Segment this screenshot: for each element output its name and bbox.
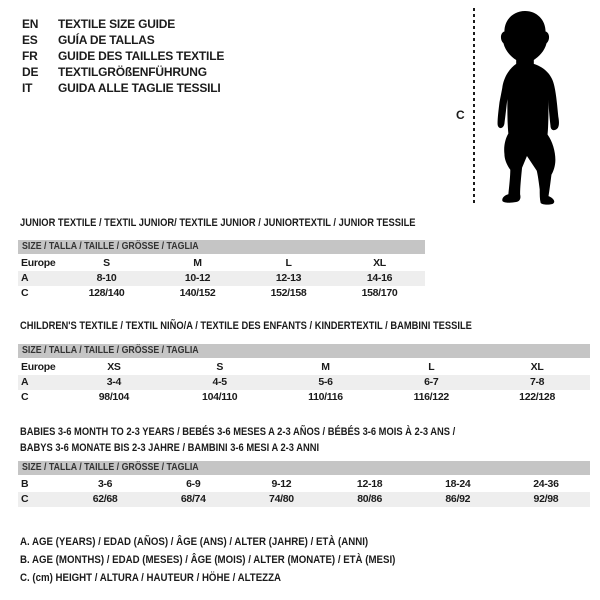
language-code: EN (22, 17, 39, 31)
size-cell: 3-4 (106, 376, 122, 388)
section-title-text: CHILDREN'S TEXTILE / TEXTIL NIÑO/A / TEXTILE DES ENFANTS / KINDERTEXTIL / BAMBINI TESSILE (20, 320, 472, 332)
size-cell: 110/116 (308, 391, 343, 403)
legend-text: B. AGE (MONTHS) / EDAD (MESES) / ÂGE (MOIS) / ALTER (MONATE) / ETÀ (MESI) (20, 554, 396, 566)
size-cell: 7-8 (529, 376, 545, 388)
toddler-silhouette-icon (480, 9, 570, 205)
size-cell: S (216, 361, 224, 373)
section-title-text: BABIES 3-6 MONTH TO 2-3 YEARS / BEBÉS 3-6 MESES A 2-3 AÑOS / BÉBÉS 3-6 MOIS À 2-3 ANS / (20, 426, 456, 438)
legend-block (20, 533, 447, 587)
size-cell: XS (107, 361, 121, 373)
table-row (18, 271, 425, 286)
size-cell: 5-6 (318, 376, 333, 388)
height-marker-label: C (456, 108, 465, 122)
size-cell: 3-6 (97, 478, 113, 490)
table-row (18, 256, 425, 271)
language-line (22, 80, 224, 96)
legend-line (20, 569, 447, 587)
junior-table-rows (18, 256, 425, 301)
row-label: C (21, 493, 29, 505)
babies-size-table (18, 461, 590, 507)
language-label: GUÍA DE TALLAS (58, 33, 155, 47)
language-code: FR (22, 49, 38, 63)
section-title-text: JUNIOR TEXTILE / TEXTIL JUNIOR/ TEXTILE JUNIOR / JUNIORTEXTIL / JUNIOR TESSILE (20, 217, 416, 229)
section-title-babies (20, 424, 532, 456)
size-cell: 74/80 (269, 493, 294, 505)
size-cell: 10-12 (184, 272, 211, 284)
size-cell: 14-16 (366, 272, 393, 284)
legend-text: A. AGE (YEARS) / EDAD (AÑOS) / ÂGE (ANS) / ALTER (JAHRE) / ETÀ (ANNI) (20, 536, 369, 548)
row-label: Europe (21, 361, 56, 373)
section-title-junior (20, 216, 485, 231)
height-dotted-line (473, 8, 475, 206)
legend-line (20, 533, 447, 551)
size-cell: XL (530, 361, 544, 373)
row-label: A (21, 376, 29, 388)
size-cell: 152/158 (270, 287, 307, 299)
size-cell: M (193, 257, 202, 269)
language-line (22, 64, 224, 80)
table-row (18, 360, 590, 375)
size-cell: 92/98 (533, 493, 559, 505)
size-cell: 6-7 (424, 376, 439, 388)
language-label: GUIDA ALLE TAGLIE TESSILI (58, 81, 221, 95)
size-cell: 128/140 (88, 287, 125, 299)
babies-table-rows (18, 477, 590, 507)
size-cell: 18-24 (445, 478, 471, 490)
table-row (18, 286, 425, 301)
size-cell: 4-5 (212, 376, 227, 388)
table-row (18, 375, 590, 390)
size-header-label: SIZE / TALLA / TAILLE / GRÖSSE / TAGLIA (22, 462, 199, 473)
size-header-label: SIZE / TALLA / TAILLE / GRÖSSE / TAGLIA (22, 345, 199, 356)
size-cell: 62/68 (92, 493, 118, 505)
size-header-bar (18, 240, 425, 254)
size-cell: 24-36 (533, 478, 559, 490)
size-cell: 104/110 (202, 391, 238, 403)
language-code: ES (22, 33, 38, 47)
size-cell: XL (373, 257, 386, 269)
size-cell: 80/86 (357, 493, 382, 505)
children-size-table (18, 344, 590, 405)
table-row (18, 477, 590, 492)
size-cell: 68/74 (180, 493, 206, 505)
size-cell: S (103, 257, 110, 269)
size-cell: 6-9 (186, 478, 201, 490)
children-table-rows (18, 360, 590, 405)
size-cell: 158/170 (361, 287, 398, 299)
size-cell: 12-18 (356, 478, 383, 490)
language-line (22, 32, 224, 48)
section-title-text-line2: BABYS 3-6 MONATE BIS 2-3 JAHRE / BAMBINI 3-6 MESI A 2-3 ANNI (20, 442, 320, 454)
language-line (22, 48, 224, 64)
junior-size-table (18, 240, 425, 301)
language-code: DE (22, 65, 39, 79)
row-label: A (21, 272, 29, 284)
size-cell: 140/152 (179, 287, 216, 299)
language-label: GUIDE DES TAILLES TEXTILE (58, 49, 225, 63)
size-header-bar (18, 344, 590, 358)
size-cell: M (321, 361, 330, 373)
row-label: C (21, 287, 29, 299)
table-row (18, 390, 590, 405)
size-cell: L (285, 257, 292, 269)
section-title-children (20, 319, 552, 334)
legend-text: C. (cm) HEIGHT / ALTURA / HAUTEUR / HÖHE / ALTEZZA (20, 572, 282, 584)
size-cell: 86/92 (445, 493, 471, 505)
size-cell: 12-13 (275, 272, 302, 284)
language-label: TEXTILE SIZE GUIDE (58, 17, 176, 31)
size-header-bar (18, 461, 590, 475)
size-cell: 8-10 (96, 272, 117, 284)
row-label: B (21, 478, 29, 490)
language-title-list (22, 16, 224, 96)
size-cell: 98/104 (98, 391, 130, 403)
row-label: C (21, 391, 29, 403)
size-cell: 122/128 (519, 391, 556, 403)
table-row (18, 492, 590, 507)
language-line (22, 16, 224, 32)
row-label: Europe (21, 257, 56, 269)
language-code: IT (22, 81, 33, 95)
size-cell: 9-12 (271, 478, 292, 490)
size-header-label: SIZE / TALLA / TAILLE / GRÖSSE / TAGLIA (22, 241, 199, 252)
size-cell: L (428, 361, 435, 373)
size-cell: 116/122 (413, 391, 449, 403)
language-label: TEXTILGRÖßENFÜHRUNG (58, 65, 207, 79)
legend-line (20, 551, 447, 569)
